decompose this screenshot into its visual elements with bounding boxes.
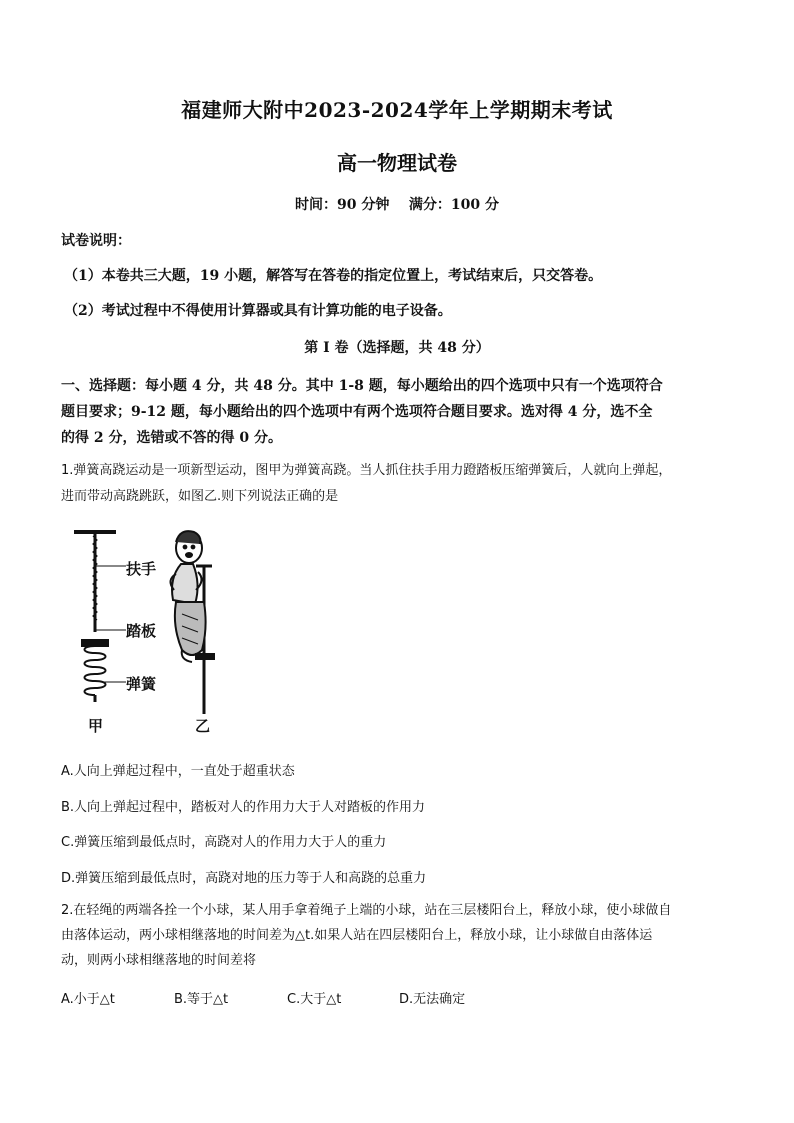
section-intro-line: 题目要求；9-12 题，每小题给出的四个选项中有两个选项符合题目要求。选对得 4 分，选不全 bbox=[61, 404, 653, 420]
pogo-stick-figure bbox=[64, 522, 254, 738]
q1-option-b: B.人向上弹起过程中，踏板对人的作用力大于人对踏板的作用力 bbox=[61, 800, 426, 815]
label-fig-b: 乙 bbox=[195, 717, 211, 735]
section-intro bbox=[61, 373, 741, 451]
label-handle: 扶手 bbox=[126, 560, 157, 578]
pogo-stick-diagram bbox=[74, 532, 126, 702]
section-intro-line: 的得 2 分，选错或不答的得 0 分。 bbox=[61, 430, 282, 446]
section-intro-line: 一、选择题：每小题 4 分，共 48 分。其中 1-8 题，每小题给出的四个选项中只有一个选项符合 bbox=[61, 378, 663, 394]
q1-option-d: D.弹簧压缩到最低点时，高跷对地的压力等于人和高跷的总重力 bbox=[61, 871, 427, 886]
q1-option-c: C.弹簧压缩到最低点时，高跷对人的作用力大于人的重力 bbox=[61, 835, 387, 850]
q2-option-d: D.无法确定 bbox=[399, 992, 466, 1007]
exam-info: 时间：90 分钟 满分：100 分 bbox=[295, 197, 499, 213]
q2-option-a: A.小于△t bbox=[61, 992, 115, 1007]
label-spring: 弹簧 bbox=[126, 675, 157, 693]
exam-title: 福建师大附中2023-2024学年上学期期末考试 bbox=[181, 98, 613, 122]
stem-line: 2.在轻绳的两端各拴一个小球，某人用手拿着绳子上端的小球，站在三层楼阳台上，释放小球，使小球做自 bbox=[61, 903, 672, 918]
instructions-heading: 试卷说明： bbox=[61, 233, 131, 249]
jumping-person-illustration bbox=[170, 531, 214, 714]
stem-line: 进而带动高跷跳跃，如图乙.则下列说法正确的是 bbox=[61, 489, 339, 504]
label-fig-a: 甲 bbox=[88, 717, 104, 735]
subject-title: 高一物理试卷 bbox=[337, 151, 457, 175]
label-pedal: 踏板 bbox=[126, 622, 157, 640]
instruction-item-2: （2）考试过程中不得使用计算器或具有计算功能的电子设备。 bbox=[64, 303, 452, 319]
q2-option-c: C.大于△t bbox=[287, 992, 342, 1007]
question-2-stem bbox=[61, 898, 671, 973]
stem-line: 动，则两小球相继落地的时间差将 bbox=[61, 953, 257, 968]
question-1-stem bbox=[61, 458, 671, 510]
section-title: 第 I 卷（选择题，共 48 分） bbox=[304, 340, 490, 356]
q1-option-a: A.人向上弹起过程中，一直处于超重状态 bbox=[61, 764, 295, 779]
instruction-item-1: （1）本卷共三大题，19 小题，解答写在答卷的指定位置上，考试结束后，只交答卷。 bbox=[64, 268, 603, 284]
q2-option-b: B.等于△t bbox=[174, 992, 229, 1007]
stem-line: 由落体运动，两小球相继落地的时间差为△t.如果人站在四层楼阳台上，释放小球，让小球做自由落体运 bbox=[61, 928, 653, 943]
stem-line: 1.弹簧高跷运动是一项新型运动，图甲为弹簧高跷。当人抓住扶手用力蹬踏板压缩弹簧后，人就向上弹起， bbox=[61, 463, 672, 478]
